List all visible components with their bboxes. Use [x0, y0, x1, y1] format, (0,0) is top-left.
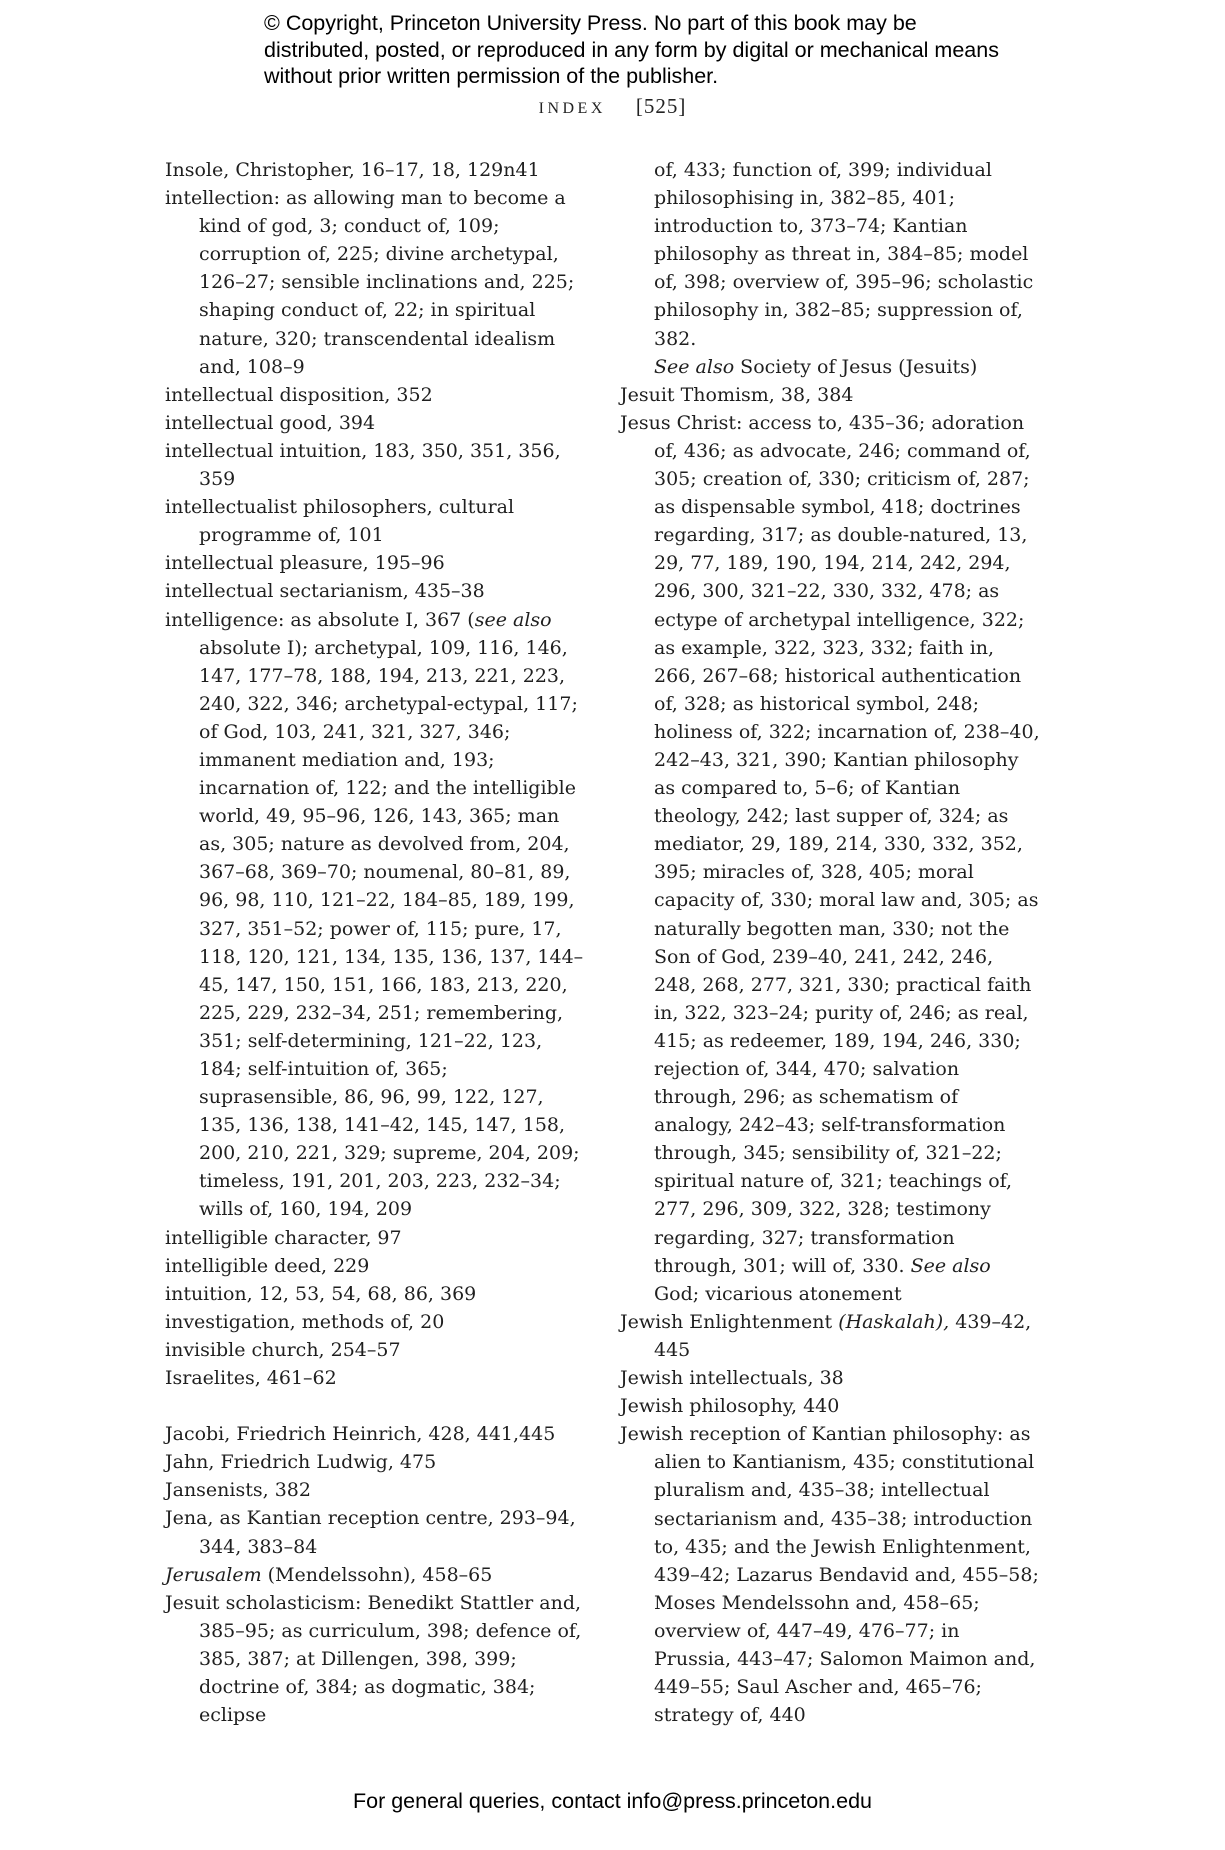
entry-text: intuition, 12, 53, 54, 68, 86, 369 — [165, 1282, 477, 1305]
index-entry — [165, 381, 585, 409]
entry-text: Jewish reception of Kantian philosophy: as alien to Kantianism, 435; constitutional pluralism and, 435–38; intellectual sectarianism and, 435–38; introduction to, 435; and the Jewish Enlightenment, 439–42; Lazarus Bendavid and, 455–58; Moses Mendelssohn and, 458–65; overview of, 447–49, 476–77; in Prussia, 443–47; Salomon Maimon and, 449–55; Saul Ascher and, 465–76; strategy of, 440 — [620, 1423, 1039, 1727]
index-entry — [165, 493, 585, 549]
entry-italic-text: see also — [474, 608, 552, 631]
entry-text: intellectual intuition, 183, 350, 351, 356, 359 — [165, 439, 561, 491]
entry-text: intellectual good, 394 — [165, 411, 376, 434]
entry-text: of, 433; function of, 399; individual philosophising in, 382–85, 401; introduction to, 373–74; Kantian philosophy as threat in, 384–85; model of, 398; overview of, 395–96; scholastic philosophy in, 382–85; suppression of, 382. — [654, 159, 1034, 350]
copyright-notice: © Copyright, Princeton University Press. No part of this book may be distributed, posted, or reproduced in any form by digital or mechanical means without prior written permission of the publisher. — [264, 11, 999, 88]
entry-text: intellection: as allowing man to become a kind of god, 3; conduct of, 109; corruption of, 225; divine archetypal, 126–27; sensible inclinations and, 225; shaping conduct of, 22; in spiritual nature, 320; transcendental idealism and, 108–9 — [165, 187, 575, 378]
index-entry — [620, 353, 1040, 381]
index-entry — [620, 1392, 1040, 1420]
index-entry — [620, 1364, 1040, 1392]
entry-text: Jewish philosophy, 440 — [620, 1395, 840, 1418]
entry-text: Jena, as Kantian reception centre, 293–94, 344, 383–84 — [165, 1507, 576, 1558]
index-entry — [165, 1448, 585, 1476]
entry-text: intellectual sectarianism, 435–38 — [165, 580, 485, 603]
index-entry — [165, 1561, 585, 1589]
index-entry — [165, 156, 585, 184]
index-entry — [165, 1280, 585, 1308]
entry-text: intellectualist philosophers, cultural programme of, 101 — [165, 496, 515, 547]
entry-text: intelligence: as absolute I, 367 ( — [165, 608, 475, 631]
entry-text: Israelites, 461–62 — [165, 1367, 337, 1390]
entry-text: investigation, methods of, 20 — [165, 1310, 445, 1333]
entry-text: Insole, Christopher, 16–17, 18, 129n41 — [165, 159, 540, 181]
index-column-left — [165, 156, 585, 1729]
index-entry — [620, 409, 1040, 1308]
index-entry — [165, 1336, 585, 1364]
entry-text: invisible church, 254–57 — [165, 1338, 401, 1361]
index-entry — [165, 577, 585, 605]
index-entry — [165, 606, 585, 1224]
index-entry — [620, 1308, 1040, 1364]
entry-text: Jesuit Thomism, 38, 384 — [620, 383, 854, 406]
entry-text: (Mendelssohn), 458–65 — [261, 1563, 493, 1586]
entry-italic-text: See also — [910, 1254, 991, 1277]
section-title: INDEX — [538, 100, 606, 117]
index-entry — [165, 1364, 585, 1392]
entry-text: Jesuit scholasticism: Benedikt Stattler and, 385–95; as curriculum, 398; defence of, 385, 387; at Dillengen, 398, 399; doctrine of, 384; as dogmatic, 384; eclipse — [165, 1591, 582, 1727]
entry-text: intelligible character, 97 — [165, 1226, 402, 1249]
index-entry — [620, 1420, 1040, 1729]
entry-text: Society of Jesus (Jesuits) — [734, 355, 978, 378]
contact-footer: For general queries, contact info@press.princeton.edu — [352, 1789, 872, 1813]
index-entry — [165, 1589, 585, 1729]
entry-text: intelligible deed, 229 — [165, 1254, 370, 1277]
entry-text: intellectual pleasure, 195–96 — [165, 552, 445, 575]
entry-italic-text: See also — [654, 355, 735, 378]
index-entry — [165, 437, 585, 493]
index-entry — [165, 1476, 585, 1504]
index-entry — [165, 1308, 585, 1336]
entry-text: 439–42, 445 — [654, 1310, 1032, 1361]
index-column-right — [620, 156, 1040, 1729]
index-entry — [620, 156, 1040, 353]
entry-text: Jesus Christ: access to, 435–36; adoration of, 436; as advocate, 246; command of, 305; creation of, 330; criticism of, 287; as dispensable symbol, 418; doctrines regarding, 317; as double-natured, 13, 29, 77, 189, 190, 194, 214, 242, 294, 296, 300, 321–22, 330, 332, 478; as ectype of archetypal intelligence, 322; as example, 322, 323, 332; faith in, 266, 267–68; historical authentication of, 328; as historical symbol, 248; holiness of, 322; incarnation of, 238–40, 242–43, 321, 390; Kantian philosophy as compared to, 5–6; of Kantian theology, 242; last supper of, 324; as mediator, 29, 189, 214, 330, 332, 352, 395; miracles of, 328, 405; moral capacity of, 330; moral law and, 305; as naturally begotten man, 330; not the Son of God, 239–40, 241, 242, 246, 248, 268, 277, 321, 330; practical faith in, 322, 323–24; purity of, 246; as real, 415; as redeemer, 189, 194, 246, 330; rejection of, 344, 470; salvation through, 296; as schematism of analogy, 242–43; self-transformation through, 345; sensibility of, 321–22; spiritual nature of, 321; teachings of, 277, 296, 309, 322, 328; testimony regarding, 327; transformation through, 301; will of, 330. — [620, 411, 1040, 1277]
index-entry — [165, 184, 585, 381]
index-entry — [165, 409, 585, 437]
entry-text: Jansenists, 382 — [165, 1479, 311, 1502]
index-entry — [165, 549, 585, 577]
entry-text: God; vicarious atonement — [654, 1282, 902, 1305]
entry-text: Jahn, Friedrich Ludwig, 475 — [165, 1451, 437, 1474]
index-entry — [165, 1420, 585, 1448]
index-entry — [165, 1252, 585, 1280]
entry-text: Jewish Enlightenment — [620, 1310, 839, 1333]
entry-text: absolute I); archetypal, 109, 116, 146, 147, 177–78, 188, 194, 213, 221, 223, 240, 322, 346; archetypal-ectypal, 117; of God, 103, 241, 321, 327, 346; immanent mediation and, 193; incarnation of, 122; and the intelligible world, 49, 95–96, 126, 143, 365; man as, 305; nature as devolved from, 204, 367–68, 369–70; noumenal, 80–81, 89, 96, 98, 110, 121–22, 184–85, 189, 199, 327, 351–52; power of, 115; pure, 17, 118, 120, 121, 134, 135, 136, 137, 144–45, 147, 150, 151, 166, 183, 213, 220, 225, 229, 232–34, 251; remembering, 351; self-determining, 121–22, 123, 184; self-intuition of, 365; suprasensible, 86, 96, 99, 122, 127, 135, 136, 138, 141–42, 145, 147, 158, 200, 210, 221, 329; supreme, 204, 209; timeless, 191, 201, 203, 223, 232–34; wills of, 160, 194, 209 — [199, 636, 584, 1221]
index-entry — [165, 1224, 585, 1252]
entry-italic-text: Jerusalem — [165, 1563, 262, 1586]
page-number: [525] — [635, 94, 687, 118]
running-head — [0, 94, 1225, 119]
entry-text: intellectual disposition, 352 — [165, 383, 433, 406]
entry-italic-text: (Haskalah), — [838, 1310, 950, 1333]
index-entry — [620, 381, 1040, 409]
entry-text: Jewish intellectuals, 38 — [620, 1367, 844, 1390]
index-entry — [165, 1504, 585, 1560]
entry-text: Jacobi, Friedrich Heinrich, 428, 441,445 — [165, 1423, 556, 1446]
